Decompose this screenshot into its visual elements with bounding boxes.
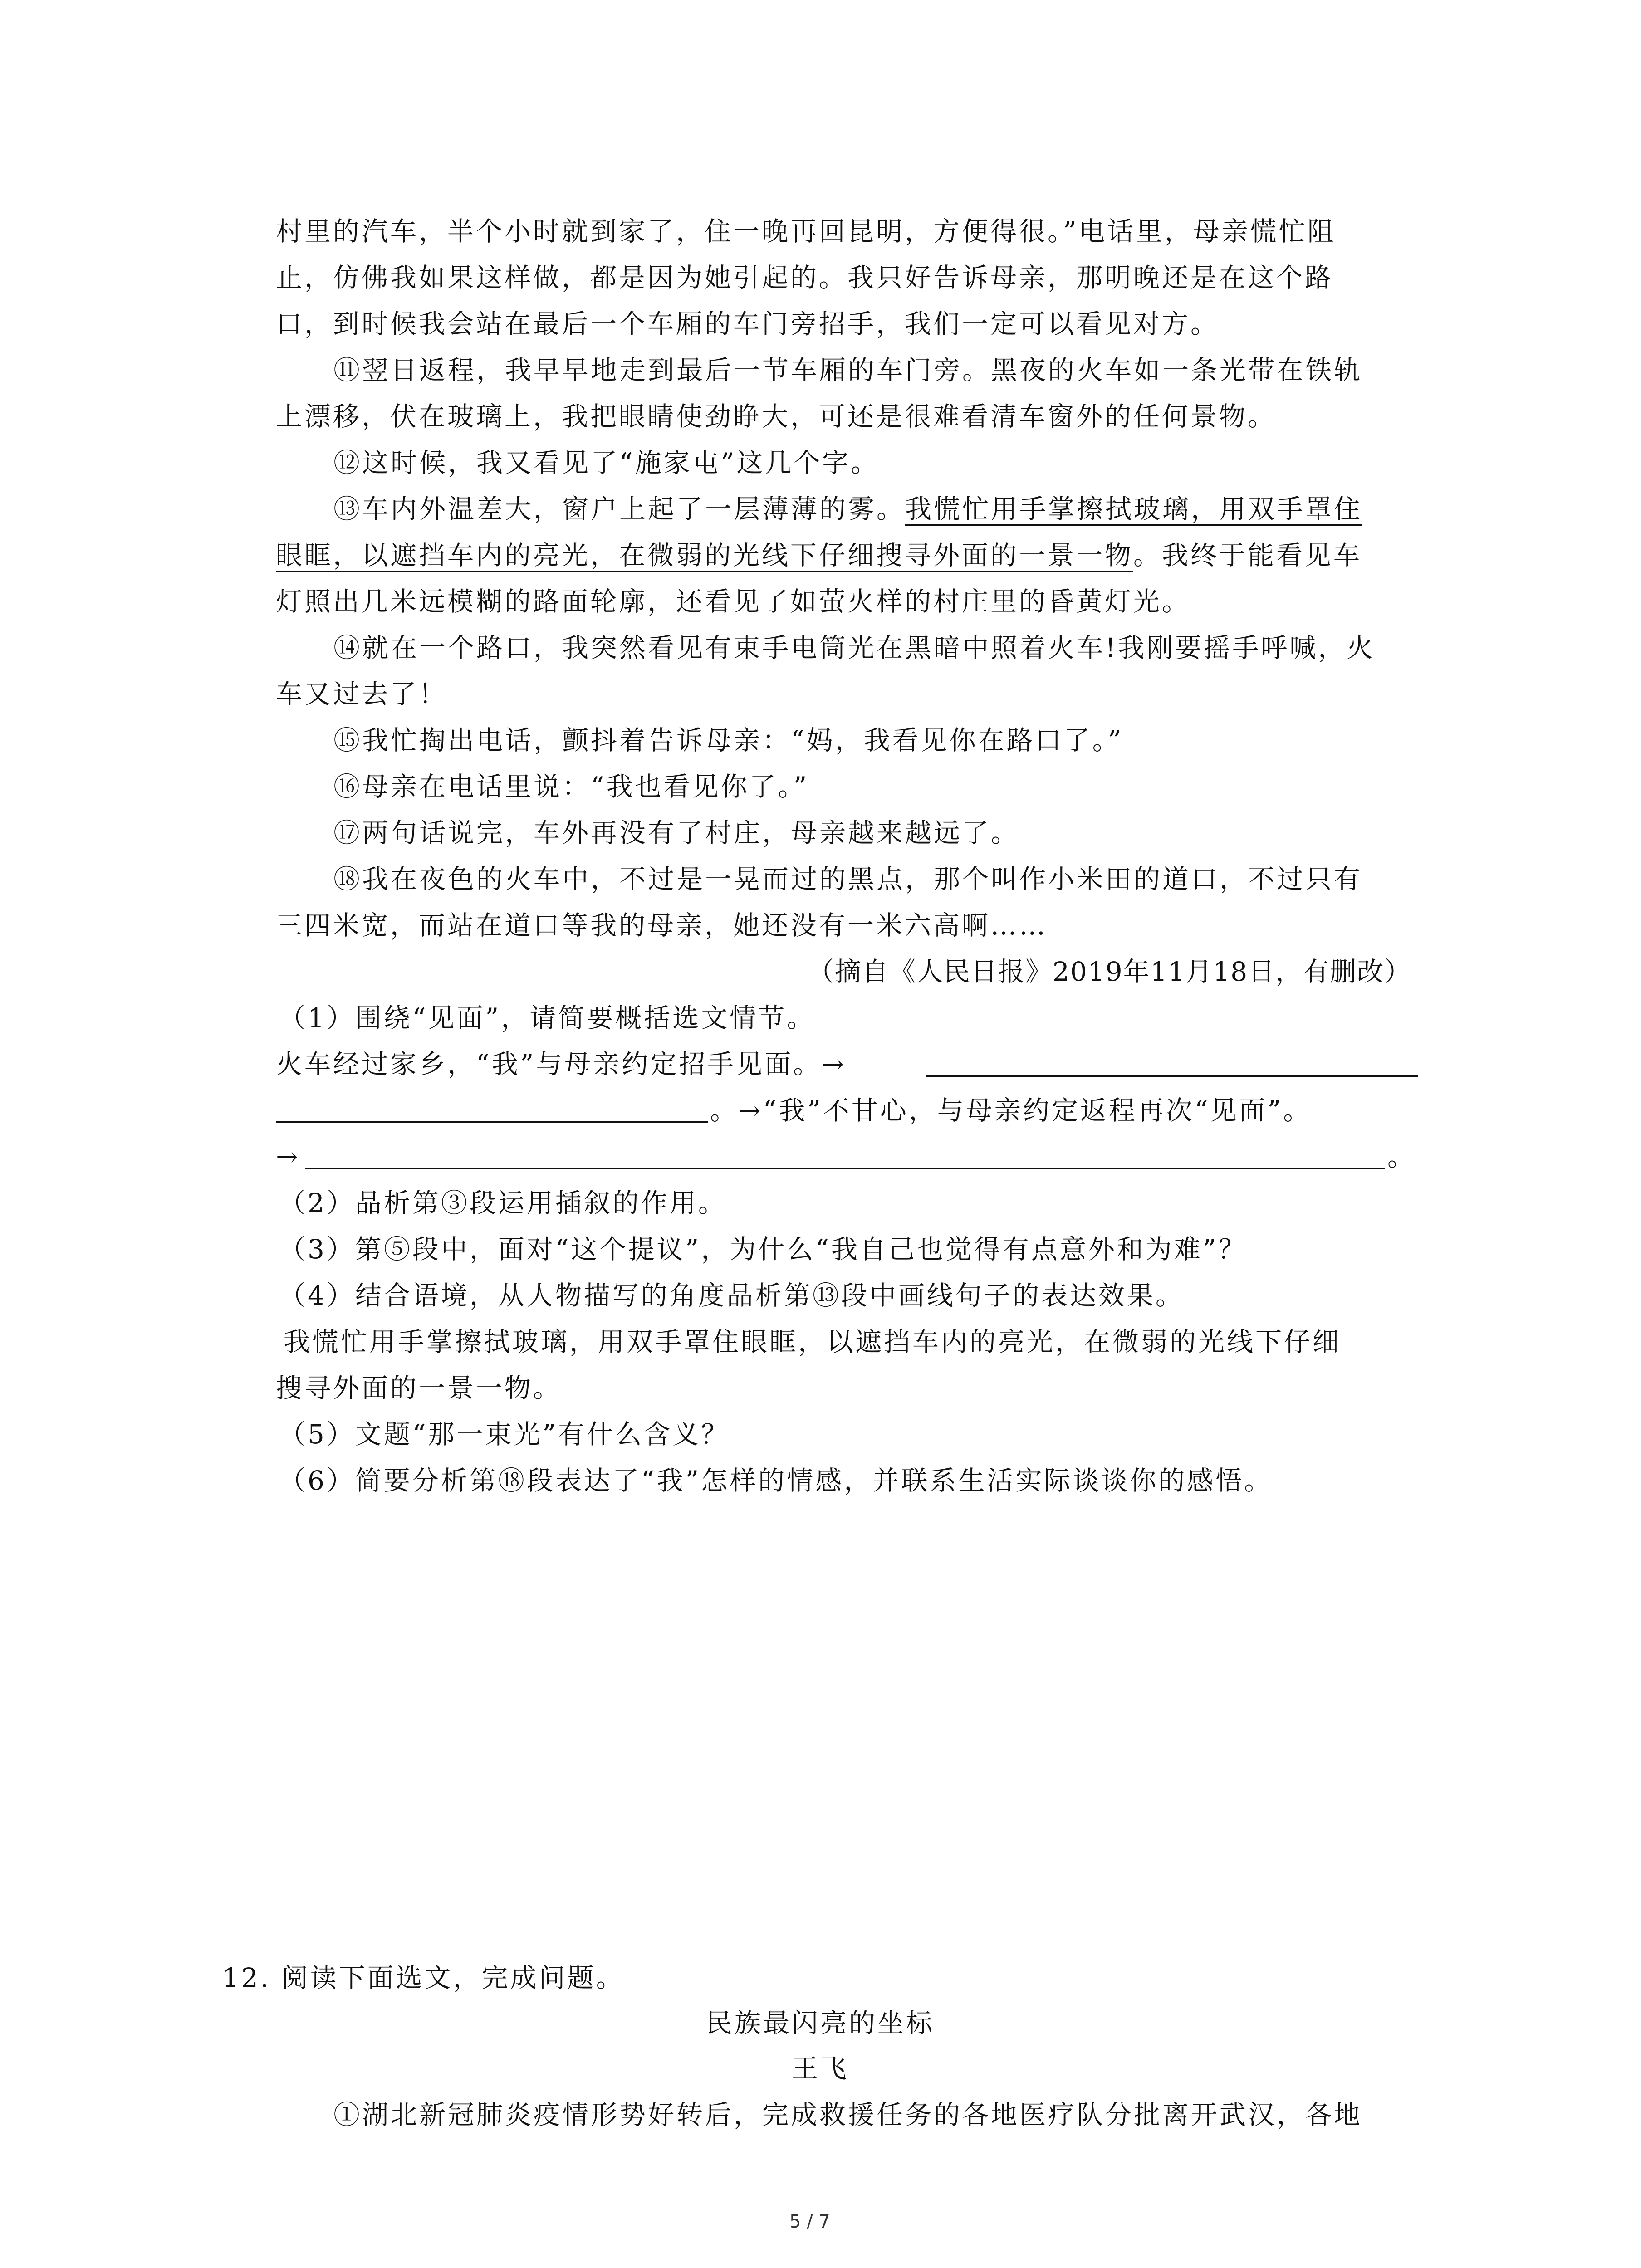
- answer-blank-1[interactable]: [926, 1075, 1418, 1077]
- question-1-line-2: 。→“我”不甘心，与母亲约定返程再次“见面”。: [710, 1095, 1312, 1126]
- p13-underlined-sentence-cont: 眼眶，以遮挡车内的亮光，在微弱的光线下仔细搜寻外面的一景一物: [276, 540, 1134, 571]
- passage-line: 三四米宽，而站在道口等我的母亲，她还没有一米六高啊……: [276, 910, 1048, 941]
- section-12-author: 王飞: [791, 2053, 849, 2084]
- passage-paragraph-16: ⑯母亲在电话里说：“我也看见你了。”: [333, 771, 809, 802]
- answer-blank-2[interactable]: [276, 1121, 708, 1123]
- passage-paragraph-12: ⑫这时候，我又看见了“施家屯”这几个字。: [333, 447, 880, 478]
- passage-line: [276, 537, 1362, 573]
- passage-paragraph-13: [333, 491, 1362, 527]
- question-1-end: 。: [1387, 1141, 1416, 1172]
- question-1-line-1: 火车经过家乡，“我”与母亲约定招手见面。→: [276, 1049, 846, 1080]
- passage-line: 村里的汽车，半个小时就到家了，住一晚再回昆明，方便得很。”电话里，母亲慌忙阻: [276, 216, 1336, 247]
- passage-line: 车又过去了！: [276, 679, 448, 709]
- passage-paragraph-15: ⑮我忙掏出电话，颤抖着告诉母亲：“妈，我看见你在路口了。”: [333, 725, 1124, 756]
- p13-text: ⑬车内外温差大，窗户上起了一层薄薄的雾。: [333, 494, 906, 524]
- question-5: （5）文题“那一束光”有什么含义？: [279, 1419, 730, 1450]
- question-4: （4）结合语境，从人物描写的角度品析第⑬段中画线句子的表达效果。: [279, 1280, 1184, 1311]
- passage-line: 上漂移，伏在玻璃上，我把眼睛使劲睁大，可还是很难看清车窗外的任何景物。: [276, 401, 1277, 432]
- passage-paragraph-14: ⑭就在一个路口，我突然看见有束手电筒光在黑暗中照着火车!我刚要摇手呼喊，火: [333, 632, 1376, 663]
- question-4-quote: 我慌忙用手掌擦拭玻璃，用双手罩住眼眶，以遮挡车内的亮光，在微弱的光线下仔细: [284, 1326, 1342, 1357]
- passage-paragraph-18: ⑱我在夜色的火车中，不过是一晃而过的黑点，那个叫作小米田的道口，不过只有: [333, 864, 1363, 894]
- section-12-header: 12. 阅读下面选文，完成问题。: [222, 1962, 625, 1993]
- section-12-title: 民族最闪亮的坐标: [705, 2008, 935, 2038]
- p13-underlined-sentence: 我慌忙用手掌擦拭玻璃，用双手罩住: [905, 494, 1363, 524]
- passage-source: （摘自《人民日报》2019年11月18日，有删改）: [808, 956, 1412, 987]
- question-1-arrow: →: [276, 1141, 300, 1172]
- passage-paragraph-11: ⑪翌日返程，我早早地走到最后一节车厢的车门旁。黑夜的火车如一条光带在铁轨: [333, 355, 1363, 386]
- question-3: （3）第⑤段中，面对“这个提议”，为什么“我自己也觉得有点意外和为难”？: [279, 1234, 1247, 1265]
- question-4-quote-cont: 搜寻外面的一景一物。: [276, 1373, 562, 1403]
- passage-line: 灯照出几米远模糊的路面轮廓，还看见了如萤火样的村庄里的昏黄灯光。: [276, 586, 1191, 617]
- p13-text-cont: 。我终于能看见车: [1133, 540, 1362, 571]
- question-2: （2）品析第③段运用插叙的作用。: [279, 1188, 727, 1218]
- question-6: （6）简要分析第⑱段表达了“我”怎样的情感，并联系生活实际谈谈你的感悟。: [279, 1465, 1273, 1496]
- page-number: 5 / 7: [789, 2211, 830, 2232]
- question-1: （1）围绕“见面”，请简要概括选文情节。: [279, 1002, 816, 1033]
- passage-line: 止，仿佛我如果这样做，都是因为她引起的。我只好告诉母亲，那明晚还是在这个路: [276, 262, 1334, 293]
- passage-line: 口，到时候我会站在最后一个车厢的车门旁招手，我们一定可以看见对方。: [276, 308, 1220, 339]
- passage-paragraph-17: ⑰两句话说完，车外再没有了村庄，母亲越来越远了。: [333, 817, 1020, 848]
- answer-blank-3[interactable]: [305, 1168, 1385, 1169]
- section-12-first-line: ①湖北新冠肺炎疫情形势好转后，完成救援任务的各地医疗队分批离开武汉，各地: [333, 2099, 1363, 2130]
